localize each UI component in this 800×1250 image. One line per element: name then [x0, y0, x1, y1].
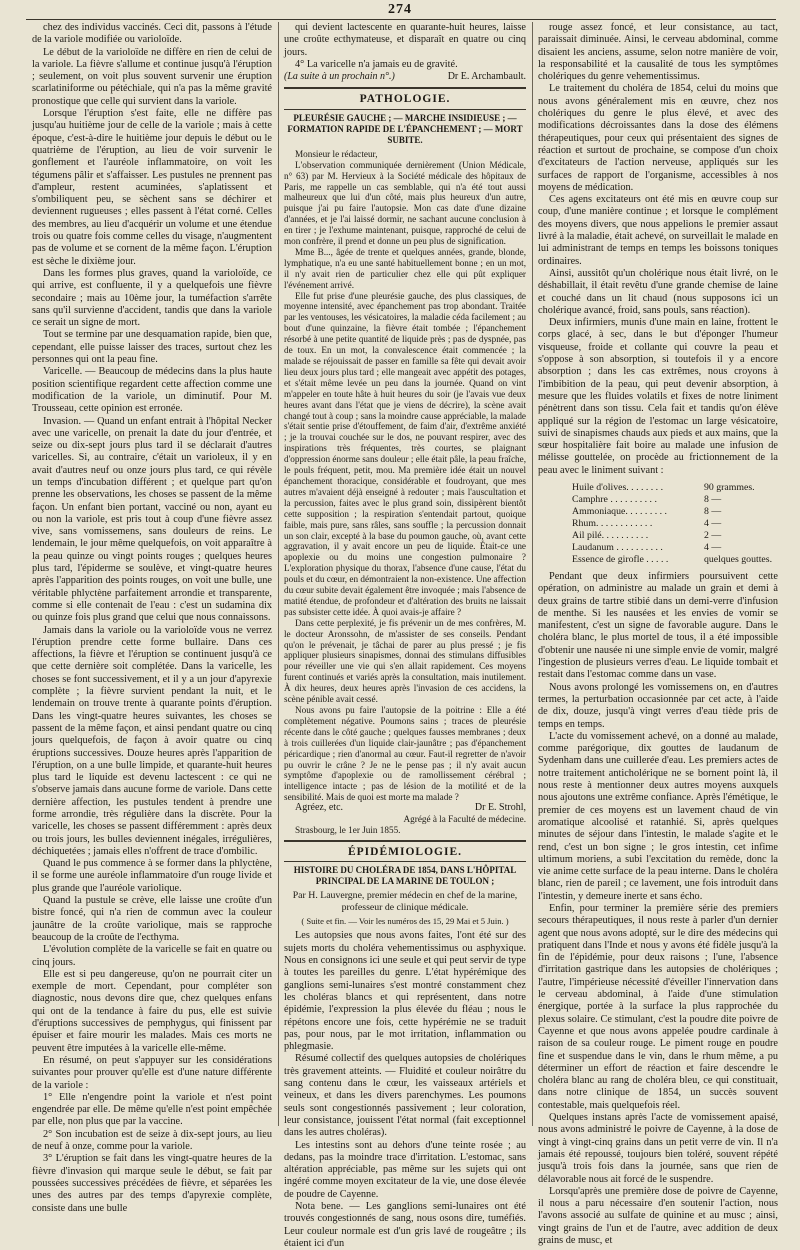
paragraph: Elle fut prise d'une pleurésie gauche, des plus classiques, de moyenne intensité, avec épanchement pas trop abondant. Traitée par les ventouses, les vésicatoires, la maladie céda facilement ; au bout d'une quinzaine, la fièvre était tombée ; l'épanchement résorbé à une petite quantité de liquide près ; pas de dyspnée, pas de toux. En un mot, la convalescence était commencée ; la malade se réjouissait de passer en famille sa fête qui devait avoir lieu deux jours plus tard ; elle mangeait avec appétit des potages, et s'était même levée un peu dans la journée. Quand on vint m'appeler en toute hâte à huit heures du soir (je l'avais vue deux heures avant dans l'état que je viens de décrire), la scène avait changé tout à coup ; sans la moindre cause appréciable, la malade s'était sentie prise d'étouffement, de faim d'air, d'extrême anxiété ; je la trouvai couchée sur le dos, ne pouvant respirer, avec des inspirations très fréquentes, très courtes, se plaignant d'oppression énorme sans douleur ; elle était pâle, la peau fraîche, le pouls fréquent, petit, mou. Ma première idée était un nouvel épanchement thoracique, considérable et foudroyant, que mes autres m'avaient déjà enseigné à redouter ; mais l'auscultation et la percussion, faites avec le plus grand soin, dissipèrent bientôt cette supposition ; la respiration s'entendait partout, quoique faible, mais pure, sans râles, sans souffle ; la percussion donnait un son clair, excepté à la base du poumon gauche, où, avant cette aggravation, il y avait encore un peu de liquide. Était-ce une apoplexie ou du moins une congestion pulmonaire ? L'exploration physique du thorax, l'absence d'une cause, l'état du pouls et du cœur, en démontraient la non-existence. Une affection du cœur subite devait également être invoquée ; mais l'absence de matité étendue, de profondeur et d'altération des bruits ne laissait pas subsister cette idée. À quoi avais-je affaire ? — [284, 290, 526, 617]
paragraph: Le traitement du choléra de 1854, celui du moins que nous avons généralement mis en œuvre, chez nos cholériques du genre le plus élevé, et avec des modifications décroissantes dans la dose des élémens thérapeutiques, pour ceux qui présentaient des signes de réaction et surtout de prochaine, se compose d'un choix d'excitateurs de l'action nerveuse, appliqués sur les surfaces de rapport de l'organisme, accessibles à nos moyens de médication. — [538, 83, 778, 193]
ingredient-name: Essence de girofle . . . . . — [572, 553, 669, 565]
article-author: Par H. Lauvergne, premier médecin en chef de la marine, professeur de clinique médicale. — [292, 890, 518, 913]
paragraph: Quand la pustule se crève, elle laisse une croûte d'un bistre foncé, qui n'a rien de commun avec la couleur jaunâtre de la croûte variolique, mais se rapproche beaucoup de la croûte de l'ecthyma. — [32, 895, 272, 943]
article-meta: ( Suite et fin. — Voir les numéros des 15, 29 Mai et 5 Juin. ) — [301, 916, 509, 927]
paragraph: Jamais dans la variole ou la varioloïde vous ne verrez l'éruption prendre cette forme bullaire. Dans ces affections, la fièvre et l'éruption se continuent jusqu'à ce que cette dernière soit complétée. Dans la varicelle, les choses se font successivement, et il y a un jour d'apyrexie complète ; la fièvre survient pendant la nuit, et le lendemain on trouve trente à quarante points d'éruption. Dans les vingt-quatre heures suivantes, les choses se passent de la même façon, et ainsi pendant quatre ou cinq jours quelquefois, de façon à avoir quatre ou cinq éruptions successives. Douze heures après l'apparition de l'éruption, on a une bulle limpide, et quarante-huit heures plus tard le liquide est devenu lactescent : ce qui ne s'observe jamais dans aucune forme de variole. Dans cette dernière affection, les pustules tendent à prendre une forme arrondie, très régulière dans la discrète. Pour la varicelle, les choses se passent différemment : après deux ou trois jours, les bulles deviennent inégales, irrégulières, déchiquetées ; jamais elles n'offrent de trace d'ombilic. — [32, 624, 272, 857]
author-title: Agrégé à la Faculté de médecine. — [403, 814, 526, 825]
paragraph: 4° La varicelle n'a jamais eu de gravité. — [295, 58, 458, 70]
paragraph: Tout se termine par une desquamation rapide, bien que, cependant, elle puisse laisser des traces, surtout chez les personnes qui ont la peau fine. — [32, 329, 272, 366]
ingredient-qty: quelques gouttes. — [704, 553, 773, 565]
recipe-row — [538, 482, 778, 494]
paragraph: Elle est si peu dangereuse, qu'on ne pourrait citer un exemple de mort. Cependant, pour compléter son diagnostic, nous devons dire que, chez quelques enfans qui ont de la tendance à faire du pus, elle est suivie d'éruptions successives de pemphygus, qui finissent par épuiser et faire mourir les malades. Mais ces morts ne peuvent être imputées à la varicelle elle-même. — [32, 968, 272, 1054]
paragraph: Les intestins sont au dehors d'une teinte rosée ; au dedans, pas la moindre trace d'irritation. L'estomac, sans altération appréciable, pas même sur les sujets qui ont ingéré comme moyen excitateur de la vie, une dose élevée de poudre de Cayenne. — [284, 1139, 526, 1200]
salutation: Monsieur le rédacteur, — [295, 148, 378, 159]
paragraph: En résumé, on peut s'appuyer sur les considérations suivantes pour prouver qu'elle est d'une nature différente de la variole : — [32, 1054, 272, 1091]
paragraph: Ainsi, aussitôt qu'un cholérique nous était livré, on le déshabillait, il était revêtu d'une grande chemise de laine et couché dans un lit chaud (nous supposons ici un cholérique avancé, froid, sans pouls, sans réaction). — [538, 267, 778, 316]
paragraph: qui devient lactescente en quarante-huit heures, laisse une croûte ecthymateuse, et disparaît en quatre ou cinq jours. — [284, 22, 526, 58]
author-signature: Dr E. Strohl, — [474, 802, 526, 814]
article-headline: HISTOIRE DU CHOLÉRA DE 1854, DANS L'HÔPITAL PRINCIPAL DE LA MARINE DE TOULON ; — [293, 865, 517, 887]
column-left — [32, 22, 272, 1214]
recipe-row — [538, 506, 778, 518]
paragraph: Varicelle. — Beaucoup de médecins dans la plus haute position scientifique regardent cette affection comme une modification de la variole, un diminutif. Pour M. Trousseau, cette opinion est erronée. — [32, 366, 272, 415]
closing: Agréez, etc. — [295, 802, 344, 814]
paragraph: Invasion. — Quand un enfant entrait à l'hôpital Necker avec une varicelle, on prenait la date du jour d'entrée, et seize ou dix-sept jours plus tard il se déclarait d'autres varicelles. Si, au contraire, c'était un varioleux, il y en avait d'autres neuf ou onze jours plus tard, ce qui révèle un temps d'incubation différent ; et quelque part qu'on prenne les observations, les choses se passent de la même façon. Un enfant bien portant, vacciné ou non, ayant eu ou non la variole, est pris tout à coup d'une fièvre assez vive, sans vomissemens, sans douleurs de reins. Le lendemain, le jour même quelquefois, on voit apparaître à la peau quinze ou vingt points rouges ; quelques heures plus tard, l'épiderme se soulève, et vingt-quatre heures après l'apparition des points rouges, on voit une bulle, une véritable phlyctène parfaitement arrondie et transparente, comme si elle contenait de l'eau : c'est un sudamina dix ou quinze fois plus grand que celui que nous connaissons. — [32, 415, 272, 624]
ingredient-qty: 8 — — [704, 493, 722, 505]
paragraph: Dans les formes plus graves, quand la varioloïde, ce qui arrive, est confluente, il y a quelquefois une fièvre secondaire ; mais au 10ème jour, la tuméfaction s'arrête sans qu'il survienne d'accident, tandis que dans la variole ce serait un signe de mort. — [32, 267, 272, 329]
liniment-recipe — [538, 482, 778, 566]
paragraph: chez des individus vaccinés. Ceci dit, passons à l'étude de la variole modifiée ou varioloïde. — [32, 22, 272, 46]
paragraph: rouge assez foncé, et leur consistance, au tact, paraissait diminuée. Ainsi, le cerveau abdominal, comme disaient les anciens, assume, selon notre manière de voir, la responsabilité et la causalité de tous les symptômes cholériques du genre vehementissimus. — [538, 22, 778, 83]
paragraph: 2° Son incubation est de seize à dix-sept jours, au lieu de neuf à onze, comme pour la variole. — [32, 1128, 272, 1153]
paragraph: Le début de la varioloïde ne diffère en rien de celui de la variole. La fièvre s'allume et continue jusqu'à l'éruption ; seulement, on voit plus souvent survenir une éruption scarlatiniforme ou pétéchiale, qui n'a pas la même gravité pronostique que celle qui survient dans la variole. — [32, 46, 272, 107]
paragraph: Pendant que deux infirmiers poursuivent cette opération, on administre au malade un grain et demi à deux grains de tartre stibié dans un demi-verre d'infusion de menthe. Si les nausées et les envies de vomir se manifestent, c'est un signe de favorable augure. Dans le choléra blanc, le plus mortel de tous, il a été impossible d'obtenir une nausée ni une simple envie de vomir, malgré l'ingestion de plusieurs verres d'eau. Le liquide tombait et restait dans l'estomac comme dans un vase. — [538, 570, 778, 681]
section-title-pathologie: PATHOLOGIE. — [359, 93, 451, 106]
paragraph: Lorsque l'éruption s'est faite, elle ne diffère pas jusqu'au huitième jour de celle de la variole ; mais à cette époque, c'est-à-dire le huitième jour depuis le début ou le quatrième de l'éruption, au lieu de voir survenir le gonflement et l'auréole inflammatoire, on voit les tégumens pâlir et s'affaisser. Les pustules ne prennent pas d'ampleur, restent acuminées, s'aplatissent et s'ombiliquent peu, se sèchent sans se déchirer et deviennent rugueuses ; elles passent à l'état corné. Celles des membres, au lieu d'acquérir un volume et une étendue trois ou quatre fois comme celles du visage, n'augmentent pas de volume et se cornent de la même façon. L'éruption est sèche le dixième jour. — [32, 108, 272, 267]
to-be-continued: (La suite à un prochain n°.) — [284, 71, 395, 83]
recipe-row — [538, 494, 778, 506]
column-middle — [284, 22, 526, 1249]
recipe-row — [538, 518, 778, 530]
paragraph: L'acte du vomissement achevé, on a donné au malade, comme parégorique, dix gouttes de laudanum de Sydenham dans une cuillerée d'eau. Les premiers actes de notre traitement anticholérique ne se bornent point là, il nous reste à mentionner deux autres moyens auxquels nous ajoutons une extrême confiance. Après l'émétique, le premier de ces moyens est un lavement chaud de vin aromatique alcoolisé et ratanhié. Si, après quelques minutes de séjour dans l'intestin, le malade s'agite et le rend, c'est un bon signe ; le gros intestin, cet infime ultimum moriens, a subi l'excitation du remède, donc la vie anime cette surface de la peau interne. Dans le choléra blanc, rien de pareil ; ce lavement, une fois introduit dans l'intestin, y demeure inerte et sans écho. — [538, 730, 778, 902]
section-rule — [284, 87, 526, 89]
recipe-row — [538, 542, 778, 554]
ingredient-name: Ail pilé. . . . . . . . . . — [572, 529, 649, 541]
section-rule — [284, 109, 526, 110]
paragraph: Les autopsies que nous avons faites, l'ont été sur des sujets morts du choléra vehementissimus ou asphyxique. Nous en consignons ici une seule et qui peut servir de type à toutes les pareilles du genre. L'état hypérémique des ganglions semi-lunaires s'est montré constamment chez les choléras blancs et qui représentent, dans notre épidémie, l'expression la plus élevée du fléau ; nous le répétons encore une fois, cette hypérémie ne se traduit pas, pour nous, par le mot irritation, inflammation ou phlegmasie. — [284, 930, 526, 1053]
paragraph: Quelques instans après l'acte de vomissement apaisé, nous avons administré le poivre de Cayenne, à la dose de vingt à vingt-cinq grains dans un petit verre de vin. Il n'a jamais été repoussé, toujours bien toléré, souvent répété jusqu'à trois fois dans la journée, sans que rien de délavorable nous ait forcé de le suspendre. — [538, 1112, 778, 1185]
continuation-line — [284, 71, 526, 83]
ingredient-name: Rhum. . . . . . . . . . . . — [572, 517, 653, 529]
column-divider — [532, 22, 533, 1126]
paragraph: 3° L'éruption se fait dans les vingt-quatre heures de la fièvre d'invasion qui marque seule le début, se fait par poussées successives précédées de fièvre, et séparées les unes des autres par des temps d'apyrexie complète, consiste dans une bulle — [32, 1153, 272, 1214]
ingredient-name: Ammoniaque. . . . . . . . . — [572, 505, 667, 517]
recipe-row — [538, 554, 778, 566]
paragraph: Quand le pus commence à se former dans la phlyctène, il se forme une auréole inflammatoire d'un rouge livide et plus grande que l'auréole variolique. — [32, 858, 272, 894]
paragraph: Nota bene. — Les ganglions semi-lunaires ont été trouvés congestionnés de sang, nous osons dire, tuméfiés. Leur couleur normale est d'un gris lavé de rougeâtre ; ils étaient ici d'un — [284, 1201, 526, 1249]
ingredient-name: Laudanum . . . . . . . . . . — [572, 541, 663, 553]
page-number: 274 — [388, 2, 412, 17]
ingredient-qty: 4 — — [704, 541, 722, 553]
paragraph: Résumé collectif des quelques autopsies de cholériques très gravement atteints. — Fluidité et couleur noirâtre du sang contenu dans le cœur, les vaisseaux artériels et veineux, et dans les divers parenchymes. Les poumons seuls sont congestionnés passivement ; leur coloration, leur consistance, jouissent l'état normal (fait exceptionnel dans les autres choléras). — [284, 1053, 526, 1139]
column-divider — [278, 22, 279, 1126]
paragraph: Dans cette perplexité, je fis prévenir un de mes confrères, M. le docteur Aronssohn, de m'assister de ses conseils. Pendant qu'on le prévenait, je tâchai de parer au plus pressé ; je fis appliquer plusieurs sinapismes, donnai des stimulans diffusibles pour réveiller une vie qui s'en allait rapidement. Ces moyens furent continués et variés après la consultation, mais inutilement. À dix heures, deux heures après l'invasion de ces accidens, la scène pénible avait cessé. — [284, 617, 526, 705]
dateline: Strasbourg, le 1er Juin 1855. — [295, 824, 401, 835]
paragraph: Enfin, pour terminer la première série des premiers secours thérapeutiques, il nous reste à parler d'un dernier agent que nous avons adopté, sur le dire des médecins qui pratiquent dans l'Inde et nous y avons été fidèle jusqu'à la fin de l'épidémie, pour deux raisons ; l'une, l'absence d'irritation gastrique dans les autopsies de cholériques ; l'autre, l'impérieuse nécessité d'éveiller l'innervation dans le cerveau abdominal, à l'aide d'une stimulation énergique, portée à la surface la plus rapprochée du plexus solaire. Ce stimulant, c'est la poudre dite poivre de Cayenne et que nous avons appelée poudre cardinale à raison de sa couleur rouge. Le piment rouge en poudre fine et suspendue dans le vin, dans le rhum même, a pu déterminer un effort de réaction et faire descendre le choléra blanc au rang de choléra bleu, ce qui constituait, dans notre clinique de 1854, un succès souvent contestable, mais quelquefois réel. — [538, 903, 778, 1111]
paragraph: Ces agens excitateurs ont été mis en œuvre coup sur coup, d'une manière continue ; et lorsque le complément des moyens divers, que nous appelions le premier assaut livré à la maladie, était achevé, on surveillait le malade en lui administrant de temps en temps les boissons toniques ordinaires. — [538, 194, 778, 267]
ingredient-name: Huile d'olives. . . . . . . . — [572, 481, 664, 493]
top-rule — [26, 19, 776, 20]
paragraph: L'observation communiquée dernièrement (Union Médicale, n° 63) par M. Hervieux à la Société médicale des hôpitaux de Paris, me rappelle un cas semblable, qui n'a été tout aussi malheureux que lui d'un côté, mais plus heureux d'un autre, puisque j'ai pu faire l'autopsie. Mon cas date d'une dizaine d'années, et je l'ai laissé dormir, ne sachant aucune conclusion à en tirer ; je l'exhume maintenant, puisque, rapproché de celui de mon confrère, il prend et donne un peu plus de signification. — [284, 159, 526, 247]
section-rule — [284, 861, 526, 862]
recipe-row — [538, 530, 778, 542]
section-rule — [284, 840, 526, 842]
ingredient-name: Camphre . . . . . . . . . . — [572, 493, 657, 505]
paragraph: 1° Elle n'engendre point la variole et n'est point engendrée par elle. De même qu'elle n'est point empêchée par elle, non plus que par la vaccine. — [32, 1091, 272, 1128]
ingredient-qty: 2 — — [704, 529, 722, 541]
article-headline: PLEURÉSIE GAUCHE ; — MARCHE INSIDIEUSE ; — FORMATION RAPIDE DE L'ÉPANCHEMENT ; — MORT SUBITE. — [287, 112, 523, 145]
paragraph: Lorsqu'après une première dose de poivre de Cayenne, il nous a paru nécessaire d'en soutenir l'action, nous l'avons associé au sulfate de quinine et au musc ; ainsi, vingt grains de l'un et de l'autre, avec addition de deux grains de musc, et — [538, 1185, 778, 1247]
paragraph: Mme B..., âgée de trente et quelques années, grande, blonde, lymphatique, n'a eu une santé habituellement bonne ; en un mot, il n'y avait rien de particulier chez elle qui pût expliquer l'événement arrivé. — [284, 246, 526, 290]
column-right — [538, 22, 778, 1247]
author-signature: Dr E. Archambault. — [447, 71, 526, 83]
signature-line — [284, 803, 526, 814]
paragraph: L'évolution complète de la varicelle se fait en quatre ou cinq jours. — [32, 944, 272, 968]
ingredient-qty: 90 grammes. — [704, 481, 755, 493]
section-title-epidemiologie: ÉPIDÉMIOLOGIE. — [347, 845, 462, 858]
ingredient-qty: 8 — — [704, 505, 722, 517]
paragraph: Nous avons pu faire l'autopsie de la poitrine : Elle a été complètement négative. Poumons sains ; traces de pleurésie récente dans le côté gauche ; quelques fausses membranes ; deux à trois cuillerées d'un liquide clair-jaunâtre ; pas d'épanchement péricardique ; rien d'anormal au cœur. Faut-il regretter de n'avoir pu ouvrir le crâne ? Je ne le pense pas ; il n'y avait aucun symptôme d'apoplexie ou de ramollissement cérébral ; intelligence intacte ; pas de lésion de la motilité et de la sensibilité. Mais de quoi est morte ma malade ? — [284, 705, 526, 803]
paragraph: Nous avons prolongé les vomissemens on, en d'autres termes, la perturbation occasionnée par cet acte, à l'aide de dix, douze, jusqu'à vingt verres d'eau tiède pris de temps en temps. — [538, 681, 778, 730]
paragraph: Deux infirmiers, munis d'une main en laine, frottent le corps glacé, à sec, dans le but d'éponger l'humeur visqueuse, froide et collante qui couvre la peau et s'oppose à son absorption, si toutefois il y a encore absorption ; dans les cas extrêmes, nous croyons à l'imbibition de la peau, qui peut devenir absorption, à mesure que les fluides volatils et fixes de notre liniment pénètrent dans son tissu. Cela fait et tandis qu'on élève appliqué sur la région de l'estomac un large vésicatoire, suivi de sinapismes chauds aux pieds et aux mains, que la sœur hospitalière fait boire au malade une infusion de mélisse gouttelée, on procède au frictionnement de la peau avec le liniment suivant : — [538, 317, 778, 476]
ingredient-qty: 4 — — [704, 517, 722, 529]
